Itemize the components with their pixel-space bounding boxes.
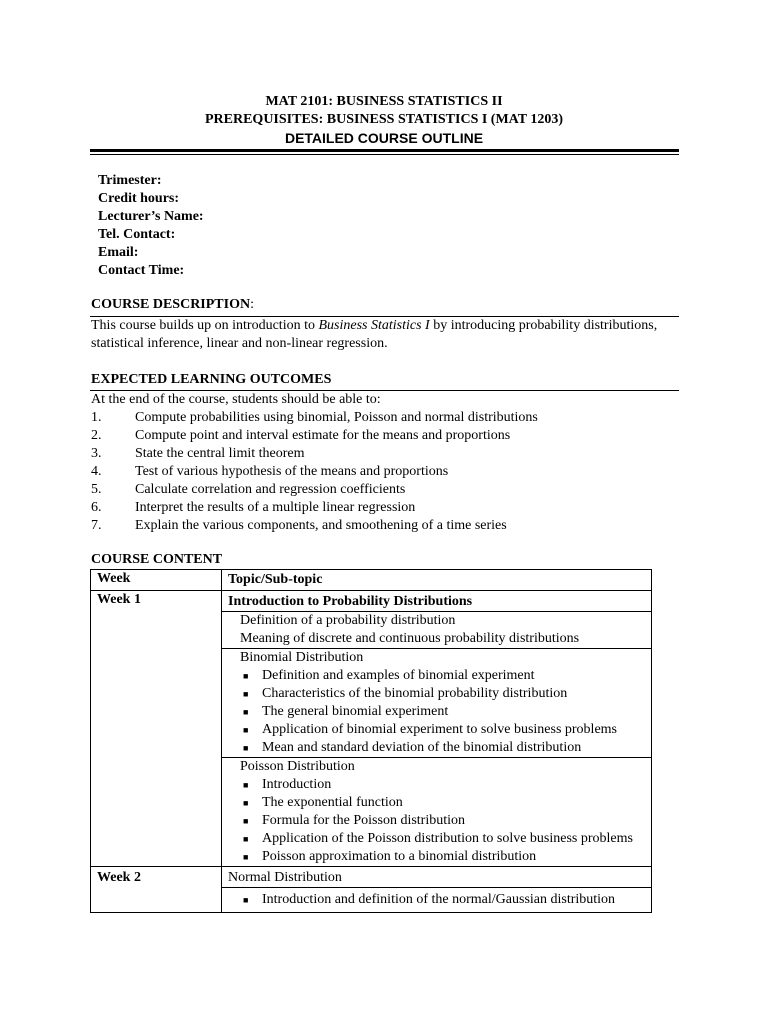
list-item: ■ The exponential function	[243, 795, 403, 810]
title-divider-thin	[90, 154, 679, 155]
list-item: ■ Introduction and definition of the normal/Gaussian distribution	[243, 892, 616, 907]
list-item: 4. Test of various hypothesis of the means and proportions	[91, 464, 449, 479]
course-title: MAT 2101: BUSINESS STATISTICS II	[265, 94, 503, 109]
bullet-icon: ■	[243, 895, 249, 905]
bullet-icon: ■	[243, 743, 249, 753]
outcomes-intro: At the end of the course, students should be able to:	[91, 392, 381, 407]
list-item: 6. Interpret the results of a multiple linear regression	[91, 500, 416, 515]
course-content-heading: COURSE CONTENT	[91, 552, 223, 567]
week-2-label: Week 2	[91, 867, 222, 913]
prerequisites: PREREQUISITES: BUSINESS STATISTICS I (MAT 1203)	[204, 112, 563, 127]
bullet-icon: ■	[243, 671, 249, 681]
bullet-icon: ■	[243, 725, 249, 735]
list-item: ■ Application of the Poisson distribution to solve business problems	[243, 831, 633, 846]
list-item: 2. Compute point and interval estimate for the means and proportions	[91, 428, 511, 443]
definitions-cell	[222, 612, 652, 649]
definition-line: Definition of a probability distribution	[240, 613, 456, 628]
info-email: Email:	[98, 245, 139, 260]
week-1-topic: Introduction to Probability Distributions	[222, 591, 652, 612]
course-name-italic: Business Statistics I	[318, 318, 430, 333]
info-contact-time: Contact Time:	[98, 263, 185, 278]
list-item: 1. Compute probabilities using binomial, Poisson and normal distributions	[91, 410, 538, 425]
outcomes-list	[91, 409, 538, 535]
list-item: ■ Introduction	[243, 777, 332, 792]
topic-column-header: Topic/Sub-topic	[222, 570, 652, 591]
week-2-topic: Normal Distribution	[222, 867, 652, 888]
learning-outcomes-heading: EXPECTED LEARNING OUTCOMES	[91, 372, 332, 387]
poisson-list	[240, 776, 645, 866]
list-item: ■ Formula for the Poisson distribution	[243, 813, 465, 828]
poisson-cell	[222, 758, 652, 867]
list-item: ■ Application of binomial experiment to solve business problems	[243, 722, 617, 737]
list-item: 5. Calculate correlation and regression coefficients	[91, 482, 406, 497]
list-item: 3. State the central limit theorem	[91, 446, 305, 461]
list-item: ■ Poisson approximation to a binomial distribution	[243, 849, 537, 864]
course-description-text: This course builds up on introduction to Business Statistics I by introducing probability distributions, statistical inference, linear and non-linear regression.	[91, 318, 658, 351]
poisson-title: Poisson Distribution	[240, 759, 355, 774]
list-item: ■ The general binomial experiment	[243, 704, 449, 719]
info-tel-contact: Tel. Contact:	[98, 227, 176, 242]
bullet-icon: ■	[243, 689, 249, 699]
list-item: ■ Mean and standard deviation of the binomial distribution	[243, 740, 582, 755]
course-content-table	[90, 569, 652, 913]
table-row	[91, 591, 652, 612]
normal-list	[240, 891, 645, 909]
bullet-icon: ■	[243, 780, 249, 790]
bullet-icon: ■	[243, 834, 249, 844]
normal-cell	[222, 888, 652, 913]
binomial-list	[240, 667, 645, 757]
bullet-icon: ■	[243, 852, 249, 862]
course-info-fields	[98, 172, 204, 280]
info-lecturer-name: Lecturer’s Name:	[98, 209, 204, 224]
table-row	[91, 867, 652, 888]
binomial-cell	[222, 649, 652, 758]
info-credit-hours: Credit hours:	[98, 191, 180, 206]
bullet-icon: ■	[243, 798, 249, 808]
course-description-heading: COURSE DESCRIPTION:	[91, 297, 254, 312]
list-item: ■ Characteristics of the binomial probability distribution	[243, 686, 568, 701]
list-item: ■ Definition and examples of binomial experiment	[243, 668, 535, 683]
table-header-row	[91, 570, 652, 591]
info-trimester: Trimester:	[98, 173, 162, 188]
outline-title: DETAILED COURSE OUTLINE	[284, 130, 484, 146]
bullet-icon: ■	[243, 707, 249, 717]
bullet-icon: ■	[243, 816, 249, 826]
title-divider-thick	[90, 149, 679, 152]
list-item: 7. Explain the various components, and smoothening of a time series	[91, 518, 507, 533]
week-1-label: Week 1	[91, 591, 222, 867]
week-column-header: Week	[91, 570, 222, 591]
binomial-title: Binomial Distribution	[240, 650, 364, 665]
definition-line: Meaning of discrete and continuous probability distributions	[240, 631, 580, 646]
